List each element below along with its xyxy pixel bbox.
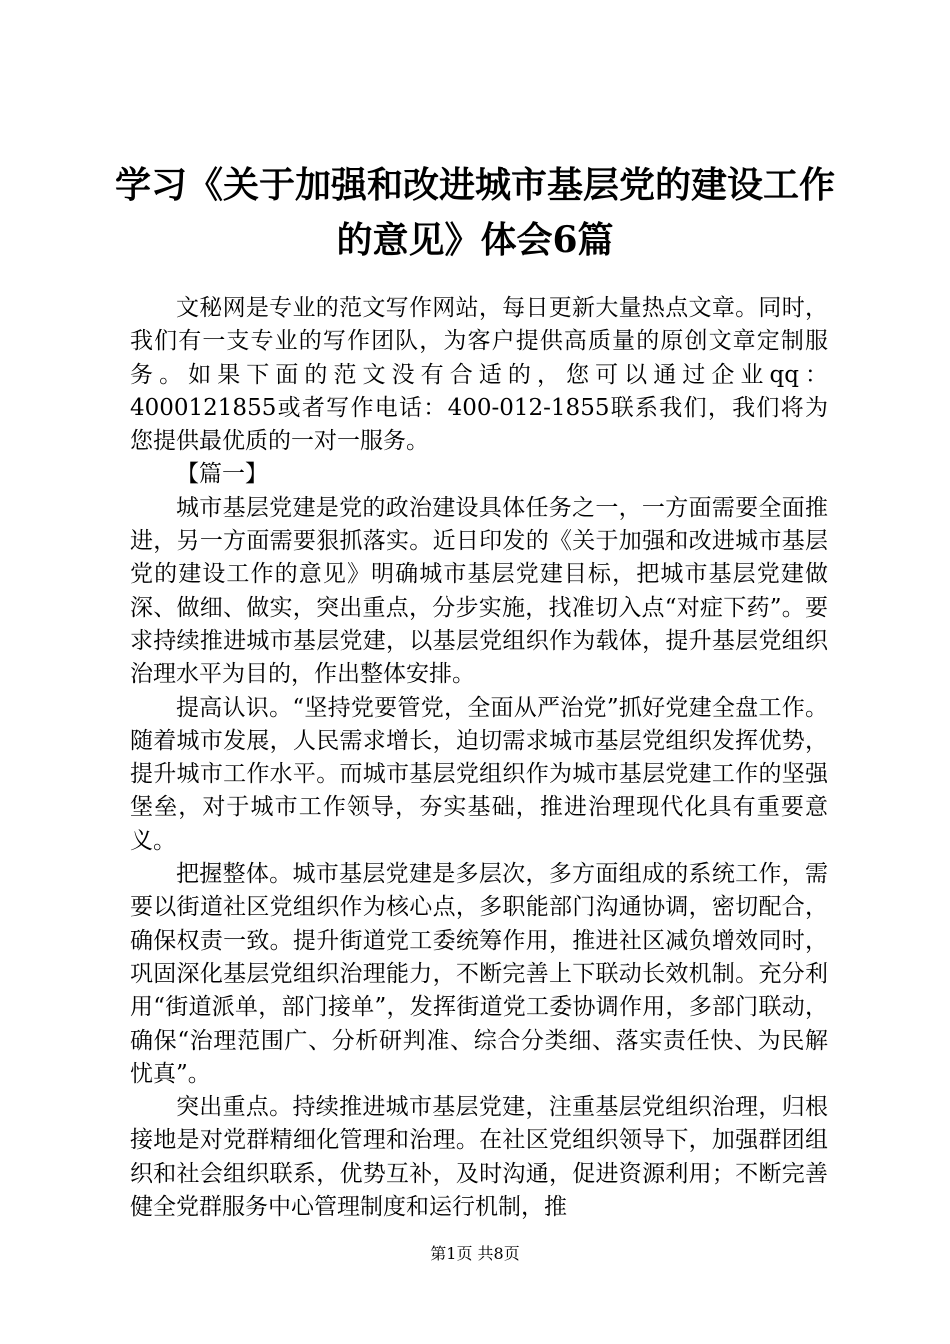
page-number-footer: 第1页 共8页 <box>430 1244 520 1263</box>
body-paragraph: 把握整体。城市基层党建是多层次，多方面组成的系统工作，需要以街道社区党组织作为核心点，多职能部门沟通协调，密切配合，确保权责一致。提升街道党工委统筹作用，推进社区减负增效同时，巩固深化基层党组织治理能力，不断完善上下联动长效机制。充分利用“街道派单，部门接单”，发挥街道党工委协调作用，多部门联动，确保“治理范围广、分析研判准、综合分类细、落实责任快、为民解忧真”。 <box>130 861 828 1087</box>
body-paragraph: 提高认识。“坚持党要管党，全面从严治党”抓好党建全盘工作。随着城市发展，人民需求增长，迫切需求城市基层党组织发挥优势，提升城市工作水平。而城市基层党组织作为城市基层党建工作的坚强堡垒，对于城市工作领导，夯实基础，推进治理现代化具有重要意义。 <box>130 694 828 854</box>
section-heading: 【篇一】 <box>176 461 268 488</box>
body-paragraph: 城市基层党建是党的政治建设具体任务之一，一方面需要全面推进，另一方面需要狠抓落实。近日印发的《关于加强和改进城市基层党的建设工作的意见》明确城市基层党建目标，把城市基层党建做深、做细、做实，突出重点，分步实施，找准切入点“对症下药”。要求持续推进城市基层党建，以基层党组织作为载体，提升基层党组织治理水平为目的，作出整体安排。 <box>130 494 828 688</box>
document-title-line-1: 学习《关于加强和改进城市基层党的建设工作 <box>114 164 835 206</box>
document-body <box>130 292 828 1224</box>
body-paragraph: 突出重点。持续推进城市基层党建，注重基层党组织治理，归根接地是对党群精细化管理和治理。在社区党组织领导下，加强群团组织和社会组织联系，优势互补，及时沟通，促进资源利用；不断完善健全党群服务中心管理制度和运行机制，推 <box>130 1094 828 1221</box>
intro-paragraph: 文秘网是专业的范文写作网站，每日更新大量热点文章。同时，我们有一支专业的写作团队，为客户提供高质量的原创文章定制服务。如果下面的范文没有合适的，您可以通过企业qq：4000121855或者写作电话：400-012-1855联系我们，我们将为您提供最优质的一对一服务。 <box>130 295 828 455</box>
document-title-line-2: 的意见》体会6篇 <box>336 219 614 261</box>
